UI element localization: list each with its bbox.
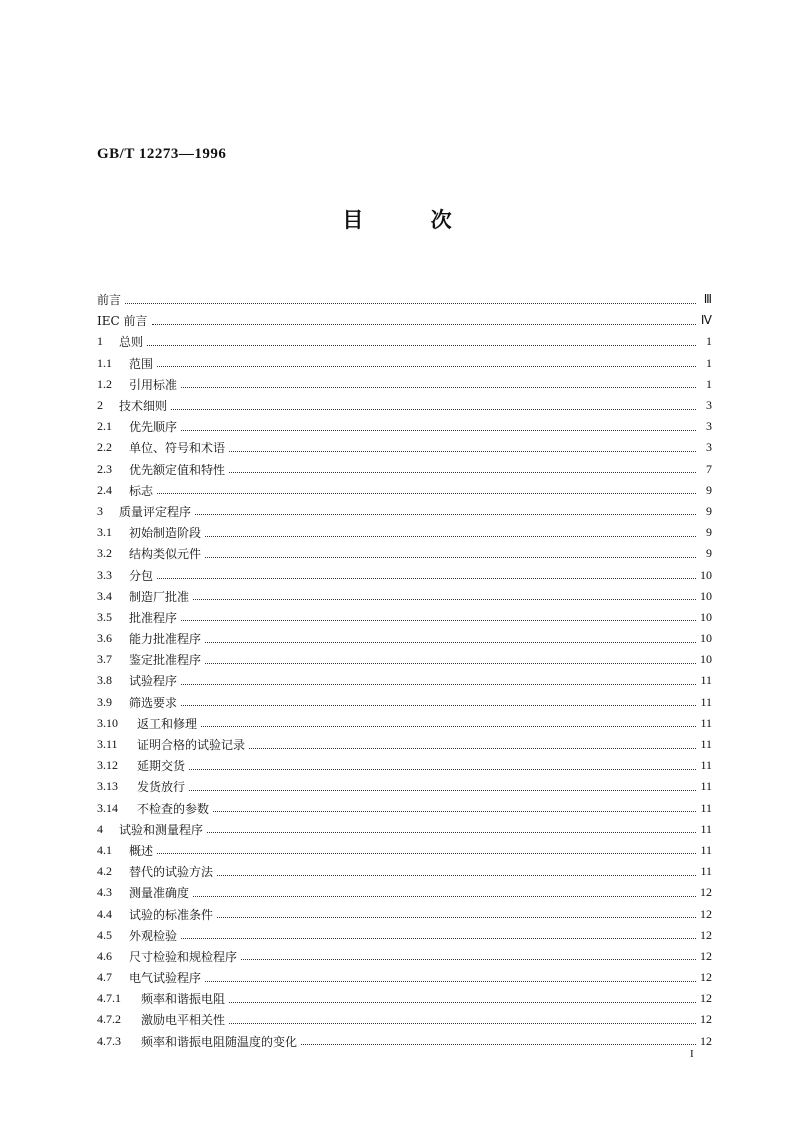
toc-entry-title: IEC 前言: [97, 314, 148, 329]
toc-entry-title: 筛选要求: [129, 695, 178, 710]
toc-entry-number: 4: [97, 821, 103, 836]
toc-entry-number: 3.7: [97, 652, 112, 667]
toc-dot-leader: [157, 852, 696, 854]
toc-entry-number: 3: [97, 503, 103, 518]
toc-entry[interactable]: [97, 564, 712, 585]
toc-dot-leader: [229, 1022, 696, 1024]
toc-entry-page: 12: [700, 948, 712, 963]
toc-entry-number: 4.7: [97, 970, 112, 985]
toc-entry[interactable]: [97, 628, 712, 649]
toc-dot-leader: [193, 598, 696, 600]
toc-entry[interactable]: [97, 967, 712, 988]
toc-entry[interactable]: [97, 1031, 712, 1052]
toc-entry[interactable]: [97, 289, 712, 310]
page-number: I: [690, 1048, 694, 1060]
toc-entry-page: 1: [706, 334, 712, 349]
toc-entry-title: 标志: [129, 483, 154, 498]
toc-dot-leader: [213, 810, 696, 812]
toc-dot-leader: [205, 641, 696, 643]
toc-entry-page: 11: [700, 758, 712, 773]
toc-entry-title: 范围: [129, 356, 154, 371]
toc-dot-leader: [181, 704, 696, 706]
toc-entry-page: 11: [700, 821, 712, 836]
toc-entry-title: 结构类似元件: [129, 547, 202, 562]
toc-entry[interactable]: [97, 882, 712, 903]
toc-entry[interactable]: [97, 607, 712, 628]
toc-entry-number: 3.8: [97, 673, 112, 688]
toc-entry-number: 1.2: [97, 376, 112, 391]
toc-entry-number: 4.6: [97, 948, 112, 963]
toc-entry-page: 1: [706, 376, 712, 391]
toc-entry-title: 试验和测量程序: [119, 822, 204, 837]
toc-dot-leader: [301, 1043, 696, 1045]
toc-dot-leader: [249, 747, 696, 749]
toc-entry[interactable]: [97, 798, 712, 819]
toc-entry[interactable]: [97, 819, 712, 840]
toc-entry-title: 概述: [129, 843, 154, 858]
toc-entry-title: 测量准确度: [129, 886, 190, 901]
toc-dot-leader: [157, 365, 696, 367]
toc-dot-leader: [205, 535, 696, 537]
toc-entry-title: 频率和谐振电阻: [141, 992, 226, 1007]
toc-entry[interactable]: [97, 988, 712, 1009]
toc-entry-number: 4.7.2: [97, 1012, 121, 1027]
toc-entry-number: 3.13: [97, 779, 118, 794]
toc-entry-number: 3.3: [97, 567, 112, 582]
toc-entry-title: 批准程序: [129, 610, 178, 625]
toc-entry[interactable]: [97, 946, 712, 967]
toc-entry-title: 优先额定值和特性: [129, 462, 226, 477]
toc-entry-title: 能力批准程序: [129, 632, 202, 647]
toc-entry-number: 4.7.1: [97, 991, 121, 1006]
toc-entry[interactable]: [97, 501, 712, 522]
toc-heading-char-1: 目: [342, 207, 364, 232]
toc-dot-leader: [193, 895, 696, 897]
toc-dot-leader: [229, 450, 696, 452]
toc-dot-leader: [157, 492, 696, 494]
toc-entry[interactable]: [97, 353, 712, 374]
toc-entry-title: 制造厂批准: [129, 589, 190, 604]
toc-dot-leader: [181, 619, 696, 621]
toc-entry-number: 2.2: [97, 440, 112, 455]
toc-entry[interactable]: [97, 522, 712, 543]
toc-entry-title: 返工和修理: [137, 716, 198, 731]
toc-entry[interactable]: [97, 331, 712, 352]
toc-dot-leader: [205, 662, 696, 664]
toc-dot-leader: [189, 768, 696, 770]
toc-entry[interactable]: [97, 543, 712, 564]
toc-entry-number: 2.1: [97, 419, 112, 434]
toc-entry-page: 12: [700, 906, 712, 921]
toc-dot-leader: [181, 937, 696, 939]
toc-entry-page: Ⅲ: [703, 292, 712, 307]
toc-entry[interactable]: [97, 670, 712, 691]
toc-entry[interactable]: [97, 310, 712, 331]
toc-entry-page: 12: [700, 1012, 712, 1027]
toc-entry-page: 10: [700, 609, 712, 624]
toc-entry-number: 4.2: [97, 864, 112, 879]
toc-heading: [0, 204, 794, 234]
toc-entry[interactable]: [97, 374, 712, 395]
toc-entry-title: 鉴定批准程序: [129, 653, 202, 668]
toc-entry-title: 发货放行: [137, 780, 186, 795]
toc-dot-leader: [205, 556, 696, 558]
toc-entry-title: 初始制造阶段: [129, 526, 202, 541]
toc-entry[interactable]: [97, 925, 712, 946]
toc-entry[interactable]: [97, 776, 712, 797]
toc-entry-number: 4.1: [97, 842, 112, 857]
toc-entry-title: 电气试验程序: [129, 971, 202, 986]
toc-entry-page: 9: [706, 482, 712, 497]
toc-entry-title: 技术细则: [119, 399, 168, 414]
toc-entry-page: 10: [700, 631, 712, 646]
toc-entry-page: 11: [700, 737, 712, 752]
toc-entry-page: 9: [706, 525, 712, 540]
toc-entry-number: 4.7.3: [97, 1033, 121, 1048]
toc-entry-title: 尺寸检验和规检程序: [129, 949, 238, 964]
toc-entry-title: 质量评定程序: [119, 504, 192, 519]
toc-dot-leader: [217, 874, 696, 876]
toc-dot-leader: [241, 958, 696, 960]
toc-dot-leader: [181, 386, 696, 388]
toc-entry-title: 试验程序: [129, 674, 178, 689]
toc-entry-page: 10: [700, 567, 712, 582]
toc-dot-leader: [195, 513, 696, 515]
toc-entry-number: 3.9: [97, 694, 112, 709]
toc-entry-title: 外观检验: [129, 928, 178, 943]
toc-entry-page: 10: [700, 588, 712, 603]
toc-entry-page: 3: [706, 440, 712, 455]
toc-entry-title: 激励电平相关性: [141, 1013, 226, 1028]
toc-entry[interactable]: [97, 586, 712, 607]
toc-entry[interactable]: [97, 480, 712, 501]
toc-entry-number: 3.4: [97, 588, 112, 603]
toc-entry-number: 3.2: [97, 546, 112, 561]
toc-entry-page: 9: [706, 546, 712, 561]
table-of-contents: [97, 289, 712, 1052]
toc-entry-page: 11: [700, 800, 712, 815]
toc-entry-title: 总则: [119, 335, 144, 350]
toc-entry-number: 1.1: [97, 355, 112, 370]
toc-entry[interactable]: [97, 1009, 712, 1030]
toc-entry[interactable]: [97, 861, 712, 882]
toc-entry[interactable]: [97, 459, 712, 480]
toc-entry[interactable]: [97, 395, 712, 416]
toc-entry-number: 3.10: [97, 715, 118, 730]
toc-dot-leader: [152, 323, 697, 325]
toc-entry-title: 单位、符号和术语: [129, 441, 226, 456]
toc-entry-page: 12: [700, 991, 712, 1006]
toc-entry-number: 3.11: [97, 737, 118, 752]
toc-entry-number: 3.12: [97, 758, 118, 773]
toc-dot-leader: [181, 429, 696, 431]
toc-entry[interactable]: [97, 755, 712, 776]
toc-entry-number: 1: [97, 334, 103, 349]
toc-entry-page: 3: [706, 419, 712, 434]
toc-entry-page: 11: [700, 864, 712, 879]
toc-dot-leader: [205, 980, 696, 982]
toc-entry-title: 试验的标准条件: [129, 907, 214, 922]
toc-dot-leader: [229, 1001, 696, 1003]
toc-entry-title: 前言: [97, 293, 122, 308]
toc-dot-leader: [147, 344, 696, 346]
toc-entry-page: 11: [700, 673, 712, 688]
toc-dot-leader: [181, 683, 696, 685]
toc-entry[interactable]: [97, 734, 712, 755]
toc-entry[interactable]: [97, 649, 712, 670]
toc-dot-leader: [189, 789, 696, 791]
toc-entry-number: 2.3: [97, 461, 112, 476]
toc-entry-page: 12: [700, 970, 712, 985]
toc-entry-number: 3.14: [97, 800, 118, 815]
toc-dot-leader: [229, 471, 696, 473]
toc-dot-leader: [171, 408, 696, 410]
toc-entry-page: 11: [700, 694, 712, 709]
toc-entry-number: 4.4: [97, 906, 112, 921]
toc-entry-title: 分包: [129, 568, 154, 583]
toc-dot-leader: [207, 831, 696, 833]
document-code: GB/T 12273—1996: [97, 146, 227, 162]
toc-entry-page: 3: [706, 398, 712, 413]
toc-entry-page: 7: [706, 461, 712, 476]
toc-entry-number: 2: [97, 398, 103, 413]
toc-entry-page: 12: [700, 885, 712, 900]
toc-entry-page: Ⅳ: [700, 313, 712, 328]
toc-entry[interactable]: [97, 692, 712, 713]
toc-entry-number: 4.3: [97, 885, 112, 900]
toc-dot-leader: [157, 577, 696, 579]
toc-entry-number: 3.6: [97, 631, 112, 646]
toc-entry-title: 优先顺序: [129, 420, 178, 435]
toc-entry-page: 1: [706, 355, 712, 370]
toc-dot-leader: [125, 302, 696, 304]
toc-entry[interactable]: [97, 840, 712, 861]
toc-dot-leader: [217, 916, 696, 918]
toc-entry[interactable]: [97, 416, 712, 437]
toc-dot-leader: [201, 725, 696, 727]
toc-entry-title: 不检查的参数: [137, 801, 210, 816]
toc-entry-page: 11: [700, 842, 712, 857]
toc-entry-number: 4.5: [97, 927, 112, 942]
toc-entry[interactable]: [97, 437, 712, 458]
toc-entry-page: 12: [700, 927, 712, 942]
toc-entry[interactable]: [97, 903, 712, 924]
toc-entry-title: 延期交货: [137, 759, 186, 774]
toc-heading-char-2: 次: [430, 207, 452, 232]
toc-entry-number: 3.5: [97, 609, 112, 624]
toc-entry-page: 9: [706, 503, 712, 518]
toc-entry-page: 11: [700, 779, 712, 794]
toc-entry-number: 3.1: [97, 525, 112, 540]
toc-entry-title: 替代的试验方法: [129, 865, 214, 880]
toc-entry[interactable]: [97, 713, 712, 734]
toc-entry-title: 频率和谐振电阻随温度的变化: [141, 1034, 298, 1049]
toc-entry-page: 12: [700, 1033, 712, 1048]
toc-entry-page: 11: [700, 715, 712, 730]
toc-entry-title: 引用标准: [129, 377, 178, 392]
toc-entry-number: 2.4: [97, 482, 112, 497]
toc-entry-page: 10: [700, 652, 712, 667]
toc-entry-title: 证明合格的试验记录: [137, 738, 246, 753]
